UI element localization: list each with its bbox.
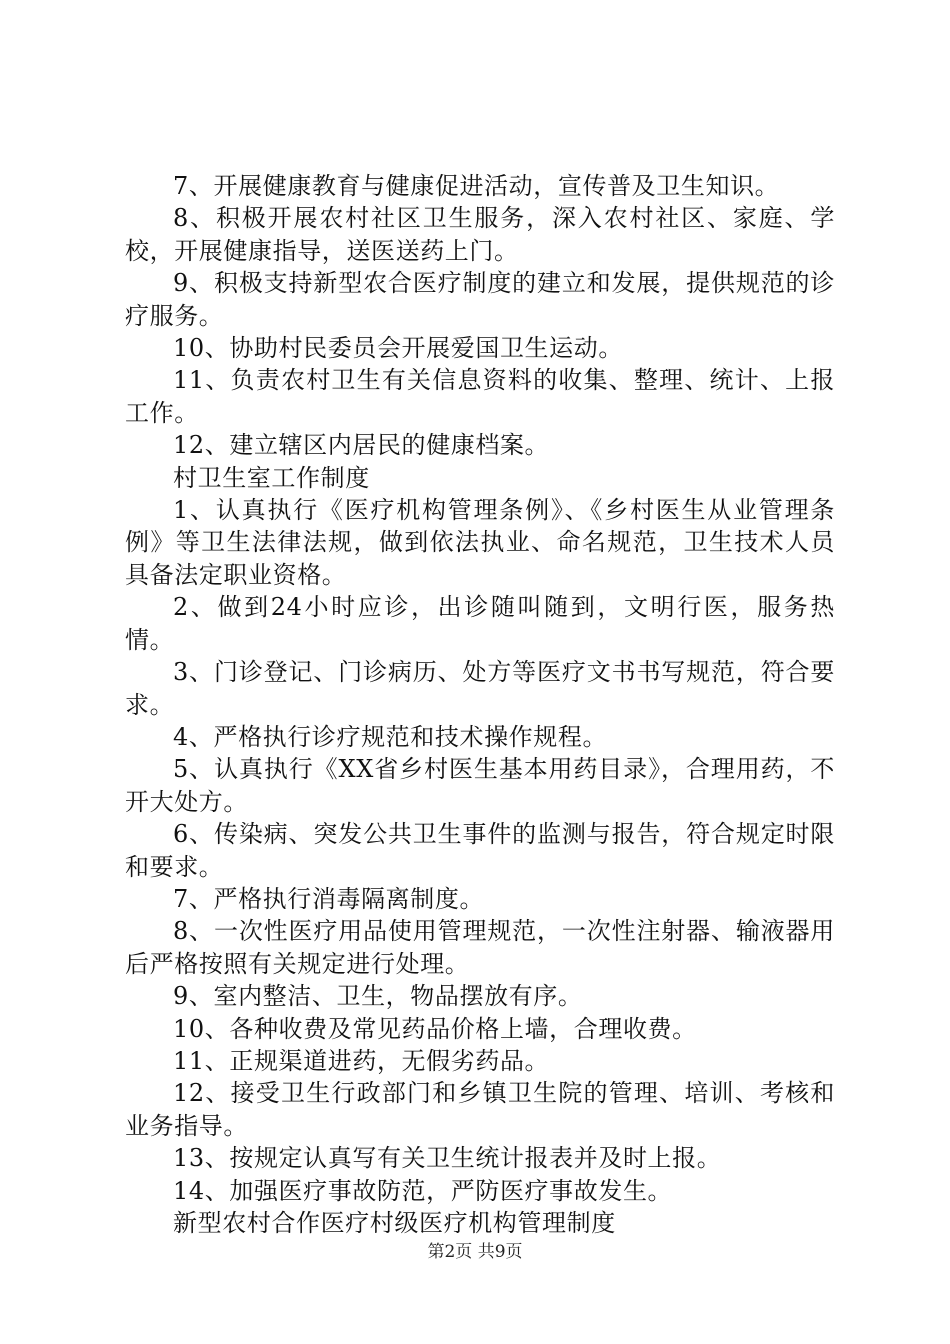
rule-item-7: 7、严格执行消毒隔离制度。: [173, 884, 485, 913]
rule-item-14: 14、加强医疗事故防范，严防医疗事故发生。: [173, 1176, 673, 1205]
rule-item-5: 5、认真执行《XX省乡村医生基本用药目录》，合理用药，不开大处方。: [125, 755, 835, 816]
document-body: [125, 170, 835, 1239]
rule-item-9: 9、室内整洁、卫生，物品摆放有序。: [173, 982, 583, 1011]
rule-item-11: 11、正规渠道进药，无假劣药品。: [173, 1046, 550, 1075]
rule-item-2: 2、做到24小时应诊，出诊随叫随到，文明行医，服务热情。: [125, 593, 835, 654]
paragraph-item-11-information-report: 11、负责农村卫生有关信息资料的收集、整理、统计、上报工作。: [125, 366, 835, 427]
rule-item-6: 6、传染病、突发公共卫生事件的监测与报告，符合规定时限和要求。: [125, 820, 835, 881]
page-number-footer: 第2页 共9页: [427, 1242, 523, 1262]
paragraph-item-7-health-education: 7、开展健康教育与健康促进活动，宣传普及卫生知识。: [173, 172, 780, 200]
section-heading-cooperative-management: 新型农村合作医疗村级医疗机构管理制度: [173, 1209, 616, 1237]
rule-item-10: 10、各种收费及常见药品价格上墙，合理收费。: [173, 1014, 697, 1043]
paragraph-item-9-cooperative-medical: 9、积极支持新型农合医疗制度的建立和发展，提供规范的诊疗服务。: [125, 269, 835, 330]
rule-item-1: 1、认真执行《医疗机构管理条例》、《乡村医生从业管理条例》等卫生法律法规，做到依法执业、命名规范，卫生技术人员具备法定职业资格。: [125, 496, 835, 589]
paragraph-item-12-health-records: 12、建立辖区内居民的健康档案。: [173, 431, 550, 460]
rule-item-13: 13、按规定认真写有关卫生统计报表并及时上报。: [173, 1144, 722, 1173]
paragraph-item-8-community-service: 8、积极开展农村社区卫生服务，深入农村社区、家庭、学校，开展健康指导，送医送药上门。: [125, 204, 835, 265]
rule-item-4: 4、严格执行诊疗规范和技术操作规程。: [173, 722, 608, 751]
rule-item-8: 8、一次性医疗用品使用管理规范，一次性注射器、输液器用后严格按照有关规定进行处理。: [125, 917, 835, 978]
rule-item-3: 3、门诊登记、门诊病历、处方等医疗文书书写规范，符合要求。: [125, 658, 835, 719]
paragraph-item-10-patriotic-health: 10、协助村民委员会开展爱国卫生运动。: [173, 334, 623, 363]
section-heading-clinic-rules: 村卫生室工作制度: [173, 463, 370, 492]
rule-item-12: 12、接受卫生行政部门和乡镇卫生院的管理、培训、考核和业务指导。: [125, 1079, 835, 1140]
